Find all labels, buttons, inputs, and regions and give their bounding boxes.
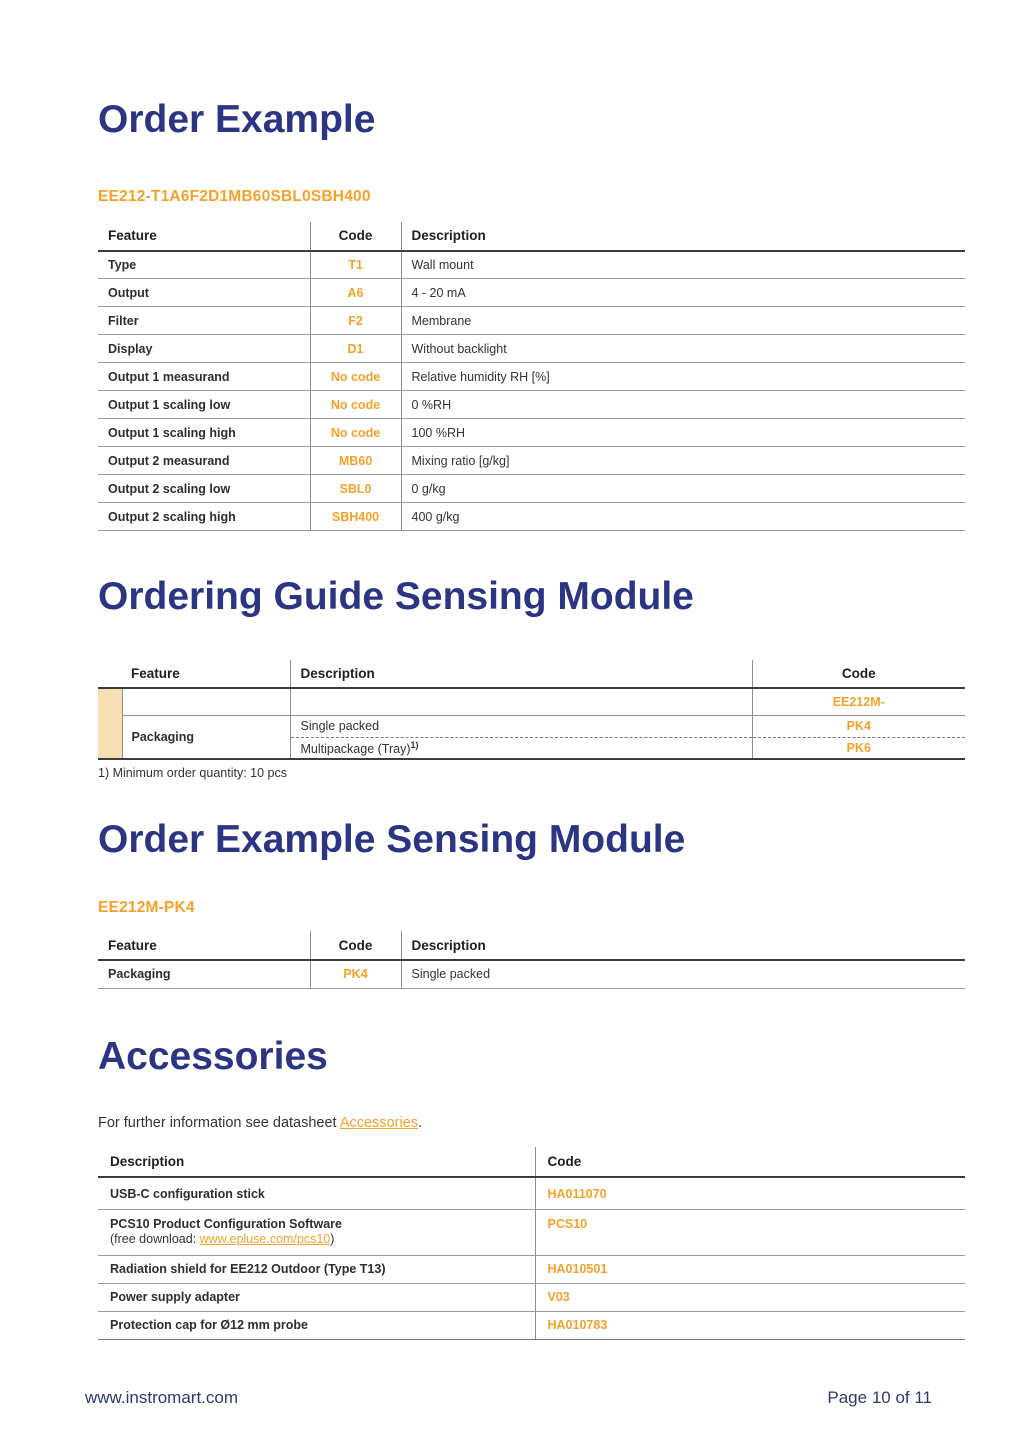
accessories-datasheet-link[interactable]: Accessories	[339, 1115, 418, 1132]
description-cell: Wall mount	[401, 251, 965, 279]
intro-text-suffix: .	[417, 1115, 423, 1132]
order-example-table	[98, 222, 965, 532]
code-cell: HA010783	[535, 1311, 965, 1339]
code-cell: SBL0	[310, 475, 401, 503]
table-header-row	[98, 931, 965, 960]
ordering-guide-table	[98, 660, 965, 760]
feature-cell	[122, 688, 290, 715]
description-cell: Membrane	[401, 307, 965, 335]
code-cell: MB60	[310, 447, 401, 475]
col-header-description: Description	[98, 1147, 535, 1177]
option-label: Multipackage (Tray)	[300, 742, 411, 757]
description-cell	[98, 1177, 535, 1209]
order-example-module-table	[98, 931, 965, 989]
table-row	[98, 251, 965, 279]
col-header-code: Code	[310, 222, 401, 251]
feature-cell: Filter	[98, 307, 310, 335]
feature-cell: Output 2 scaling low	[98, 475, 310, 503]
description-cell	[290, 688, 752, 715]
accessories-table	[98, 1147, 965, 1340]
table-row	[98, 1283, 965, 1311]
ordering-guide-title: Ordering Guide Sensing Module	[98, 575, 694, 619]
description-cell: Single packed	[290, 715, 752, 737]
code-cell: PK6	[752, 737, 965, 759]
table-row	[98, 1255, 965, 1283]
col-header-feature: Feature	[98, 931, 310, 960]
col-header-description: Description	[290, 660, 752, 688]
accessory-note	[110, 1232, 334, 1246]
feature-cell: Output	[98, 279, 310, 307]
download-link[interactable]: www.epluse.com/pcs10	[199, 1231, 331, 1246]
col-header-description: Description	[401, 931, 965, 960]
accessory-name: Power supply adapter	[110, 1290, 240, 1305]
note-text-suffix: )	[330, 1231, 335, 1246]
order-example-module-code: EE212M-PK4	[98, 899, 195, 917]
feature-cell: Output 2 scaling high	[98, 503, 310, 531]
description-cell	[290, 737, 752, 759]
accessory-name: Radiation shield for EE212 Outdoor (Type T13)	[110, 1262, 386, 1277]
code-prefix-cell: EE212M-	[752, 688, 965, 715]
table-row	[98, 503, 965, 531]
description-cell: 400 g/kg	[401, 503, 965, 531]
table-row	[98, 419, 965, 447]
table-row	[98, 307, 965, 335]
col-header-code: Code	[752, 660, 965, 688]
feature-cell: Output 2 measurand	[98, 447, 310, 475]
col-header-code: Code	[535, 1147, 965, 1177]
code-prefix-row	[98, 688, 965, 715]
code-cell: PK4	[310, 960, 401, 988]
note-text: (free download:	[110, 1231, 200, 1246]
code-cell: No code	[310, 419, 401, 447]
table-row	[98, 960, 965, 988]
feature-cell: Output 1 scaling low	[98, 391, 310, 419]
description-cell: 0 g/kg	[401, 475, 965, 503]
footer-website-link[interactable]: www.instromart.com	[85, 1388, 239, 1407]
description-cell: 0 %RH	[401, 391, 965, 419]
code-cell: V03	[535, 1283, 965, 1311]
description-cell	[98, 1311, 535, 1339]
table-row	[98, 1209, 965, 1255]
col-header-code: Code	[310, 931, 401, 960]
accessory-name: PCS10 Product Configuration Software	[110, 1216, 342, 1231]
accessories-intro	[98, 1115, 965, 1131]
feature-cell: Packaging	[131, 729, 195, 744]
feature-cell: Output 1 measurand	[98, 363, 310, 391]
code-cell: F2	[310, 307, 401, 335]
code-cell: SBH400	[310, 503, 401, 531]
col-header-description: Description	[401, 222, 965, 251]
table-header-row	[98, 660, 965, 688]
description-cell	[98, 1209, 535, 1255]
description-cell: Relative humidity RH [%]	[401, 363, 965, 391]
code-cell: D1	[310, 335, 401, 363]
code-cell: PCS10	[535, 1209, 965, 1255]
code-cell: A6	[310, 279, 401, 307]
col-header-feature: Feature	[98, 222, 310, 251]
table-header-row	[98, 1147, 965, 1177]
description-cell: Single packed	[401, 960, 965, 988]
table-row	[98, 363, 965, 391]
accessories-title: Accessories	[98, 1034, 328, 1078]
table-header-row	[98, 222, 965, 251]
intro-text: For further information see datasheet	[98, 1115, 340, 1132]
page-footer	[85, 1388, 932, 1408]
table-row	[98, 475, 965, 503]
code-cell: PK4	[752, 715, 965, 737]
code-cell: HA010501	[535, 1255, 965, 1283]
table-row	[98, 447, 965, 475]
description-cell	[98, 1283, 535, 1311]
code-cell: No code	[310, 391, 401, 419]
description-cell: 100 %RH	[401, 419, 965, 447]
page-number: Page 10 of 11	[827, 1388, 932, 1407]
code-cell: No code	[310, 363, 401, 391]
description-cell: Without backlight	[401, 335, 965, 363]
order-example-code: EE212-T1A6F2D1MB60SBL0SBH400	[98, 187, 371, 205]
table-row	[98, 279, 965, 307]
feature-cell: Packaging	[98, 960, 310, 988]
footnote-text: 1) Minimum order quantity: 10 pcs	[98, 766, 287, 781]
description-cell: Mixing ratio [g/kg]	[401, 447, 965, 475]
code-cell: HA011070	[535, 1177, 965, 1209]
feature-cell: Display	[98, 335, 310, 363]
accessory-name: USB-C configuration stick	[110, 1186, 265, 1201]
table-row	[98, 1311, 965, 1339]
col-header-feature: Feature	[98, 660, 290, 688]
table-row	[98, 335, 965, 363]
description-cell: 4 - 20 mA	[401, 279, 965, 307]
feature-cell: Type	[98, 251, 310, 279]
description-cell	[98, 1255, 535, 1283]
order-example-module-title: Order Example Sensing Module	[98, 818, 686, 862]
table-row	[98, 715, 965, 737]
order-example-title: Order Example	[98, 98, 376, 141]
code-cell: T1	[310, 251, 401, 279]
feature-cell: Output 1 scaling high	[98, 419, 310, 447]
group-color-strip	[98, 688, 122, 759]
table-row	[98, 391, 965, 419]
accessory-name: Protection cap for Ø12 mm probe	[110, 1318, 308, 1333]
footnote-marker: 1)	[410, 739, 419, 750]
table-row	[98, 1177, 965, 1209]
